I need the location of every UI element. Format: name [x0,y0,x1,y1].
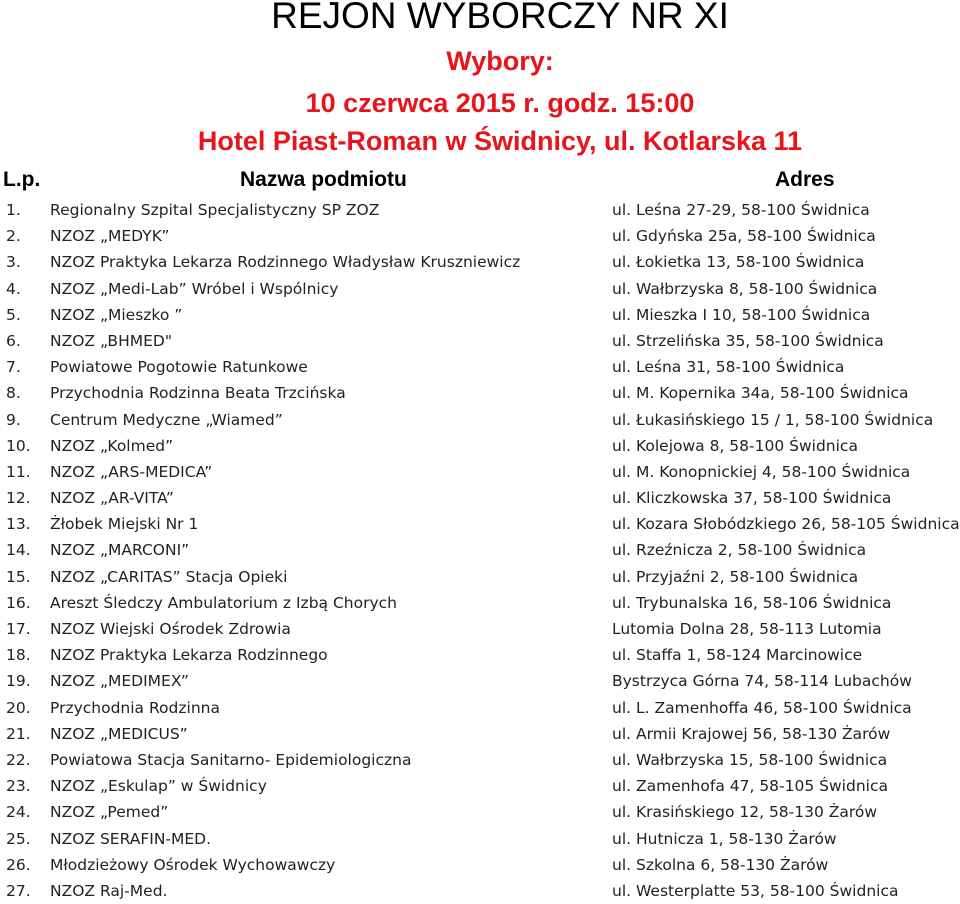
entity-address: ul. L. Zamenhoffa 46, 58-100 Świdnica [612,698,912,717]
election-label: Wybory: [446,46,554,76]
row-number: 11. [6,462,31,481]
entity-address: ul. Mieszka I 10, 58-100 Świdnica [612,305,871,324]
table-row [0,249,960,275]
entity-name: NZOZ „ARS-MEDICA” [50,462,213,481]
entity-address: ul. Leśna 27-29, 58-100 Świdnica [612,201,870,219]
table-row [0,878,960,904]
table-row [0,695,960,721]
table-row [0,328,960,354]
row-number: 2. [6,227,21,246]
table-row [0,354,960,380]
entity-address: ul. Gdyńska 25a, 58-100 Świdnica [612,227,876,246]
row-number: 19. [6,672,31,691]
row-number: 3. [6,253,21,272]
entity-address: Lutomia Dolna 28, 58-113 Lutomia [612,620,882,638]
row-number: 8. [6,384,21,403]
table-row [0,564,960,590]
entity-name: NZOZ „CARITAS” Stacja Opieki [50,567,288,586]
row-number: 7. [6,358,21,377]
row-number: 26. [6,855,31,874]
row-number: 22. [6,750,31,769]
table-row [0,537,960,563]
table-row [0,276,960,302]
row-number: 10. [6,436,31,455]
entity-name: Regionalny Szpital Specjalistyczny SP ZOZ [50,201,380,219]
entity-name: NZOZ „MEDIMEX” [50,672,189,691]
table-row [0,380,960,406]
entity-name: NZOZ „Eskulap” w Świdnicy [50,777,267,796]
row-number: 5. [6,305,21,324]
entity-name: NZOZ „Kolmed” [50,436,174,455]
entity-name: NZOZ Praktyka Lekarza Rodzinnego Władysław Kruszniewicz [50,253,521,272]
entity-name: NZOZ „BHMED" [50,331,172,350]
table-row [0,852,960,878]
table-row [0,799,960,825]
table-row [0,616,960,642]
table-row [0,642,960,668]
table-row [0,668,960,694]
row-number: 12. [6,489,31,508]
entity-address: ul. Hutnicza 1, 58-130 Żarów [612,829,837,848]
election-date: 10 czerwca 2015 r. godz. 15:00 [305,88,695,118]
row-number: 17. [6,620,31,638]
table-row [0,747,960,773]
page-title: REJON WYBORCZY NR XI [271,0,729,36]
table-row [0,302,960,328]
table-row [0,826,960,852]
entity-address: ul. Kliczkowska 37, 58-100 Świdnica [612,489,892,508]
entity-name: Areszt Śledczy Ambulatorium z Izbą Chorych [50,593,397,612]
entity-name: NZOZ „MEDICUS” [50,724,188,743]
entity-name: Przychodnia Rodzinna Beata Trzcińska [50,384,346,403]
column-header-address: Adres [775,168,835,191]
entity-name: Przychodnia Rodzinna [50,698,220,717]
entity-address: ul. M. Konopnickiej 4, 58-100 Świdnica [612,462,911,481]
table-row [0,485,960,511]
entity-address: ul. Westerplatte 53, 58-100 Świdnica [612,881,899,900]
entity-name: NZOZ Wiejski Ośrodek Zdrowia [50,620,291,638]
entity-name: Centrum Medyczne „Wiamed” [50,410,283,429]
entity-name: NZOZ „Mieszko ” [50,305,183,324]
entity-address: ul. Wałbrzyska 15, 58-100 Świdnica [612,750,888,769]
row-number: 27. [6,881,31,900]
entity-address: ul. Kolejowa 8, 58-100 Świdnica [612,436,858,455]
entity-table [0,197,960,904]
table-row [0,459,960,485]
table-row [0,223,960,249]
entity-address: ul. Łukasińskiego 15 / 1, 58-100 Świdnica [612,410,934,429]
entity-name: Żłobek Miejski Nr 1 [50,515,199,534]
table-row [0,511,960,537]
entity-address: ul. Szkolna 6, 58-130 Żarów [612,855,829,874]
table-row [0,590,960,616]
table-row [0,721,960,747]
entity-name: NZOZ „MEDYK” [50,227,170,246]
entity-name: NZOZ Raj-Med. [50,881,168,900]
entity-name: NZOZ Praktyka Lekarza Rodzinnego [50,646,328,665]
entity-address: ul. Kozara Słobódzkiego 26, 58-105 Świdnica [612,515,960,534]
entity-address: ul. Armii Krajowej 56, 58-130 Żarów [612,724,891,743]
entity-address: ul. M. Kopernika 34a, 58-100 Świdnica [612,384,909,403]
row-number: 23. [6,777,31,796]
entity-address: ul. Rzeźnicza 2, 58-100 Świdnica [612,541,867,560]
entity-address: ul. Przyjaźni 2, 58-100 Świdnica [612,567,859,586]
row-number: 9. [6,410,21,429]
row-number: 25. [6,829,31,848]
row-number: 16. [6,593,31,612]
row-number: 1. [6,201,21,219]
row-number: 24. [6,803,31,822]
entity-name: NZOZ „MARCONI” [50,541,190,560]
entity-name: Powiatowa Stacja Sanitarno- Epidemiologiczna [50,750,412,769]
entity-name: Powiatowe Pogotowie Ratunkowe [50,358,308,377]
entity-address: ul. Zamenhofa 47, 58-105 Świdnica [612,777,888,796]
entity-name: NZOZ „AR-VITA” [50,489,174,508]
table-row [0,197,960,223]
row-number: 4. [6,279,21,298]
entity-address: ul. Wałbrzyska 8, 58-100 Świdnica [612,279,878,298]
entity-name: Młodzieżowy Ośrodek Wychowawczy [50,855,336,874]
column-header-name: Nazwa podmiotu [240,168,407,191]
table-row [0,433,960,459]
entity-address: ul. Staffa 1, 58-124 Marcinowice [612,646,863,665]
entity-address: ul. Łokietka 13, 58-100 Świdnica [612,253,865,272]
entity-address: ul. Trybunalska 16, 58-106 Świdnica [612,593,892,612]
row-number: 18. [6,646,31,665]
entity-address: ul. Strzelińska 35, 58-100 Świdnica [612,331,884,350]
row-number: 14. [6,541,31,560]
row-number: 15. [6,567,31,586]
row-number: 13. [6,515,31,534]
entity-address: ul. Krasińskiego 12, 58-130 Żarów [612,803,878,822]
entity-name: NZOZ „Medi-Lab” Wróbel i Wspólnicy [50,279,339,298]
entity-address: ul. Leśna 31, 58-100 Świdnica [612,358,845,377]
entity-address: Bystrzyca Górna 74, 58-114 Lubachów [612,672,912,691]
election-location: Hotel Piast-Roman w Świdnicy, ul. Kotlarska 11 [197,126,803,156]
row-number: 20. [6,698,31,717]
entity-name: NZOZ SERAFIN-MED. [50,829,212,848]
row-number: 6. [6,331,21,350]
entity-name: NZOZ „Pemed” [50,803,169,822]
table-row [0,407,960,433]
row-number: 21. [6,724,31,743]
column-header-lp: L.p. [3,168,41,191]
table-row [0,773,960,799]
